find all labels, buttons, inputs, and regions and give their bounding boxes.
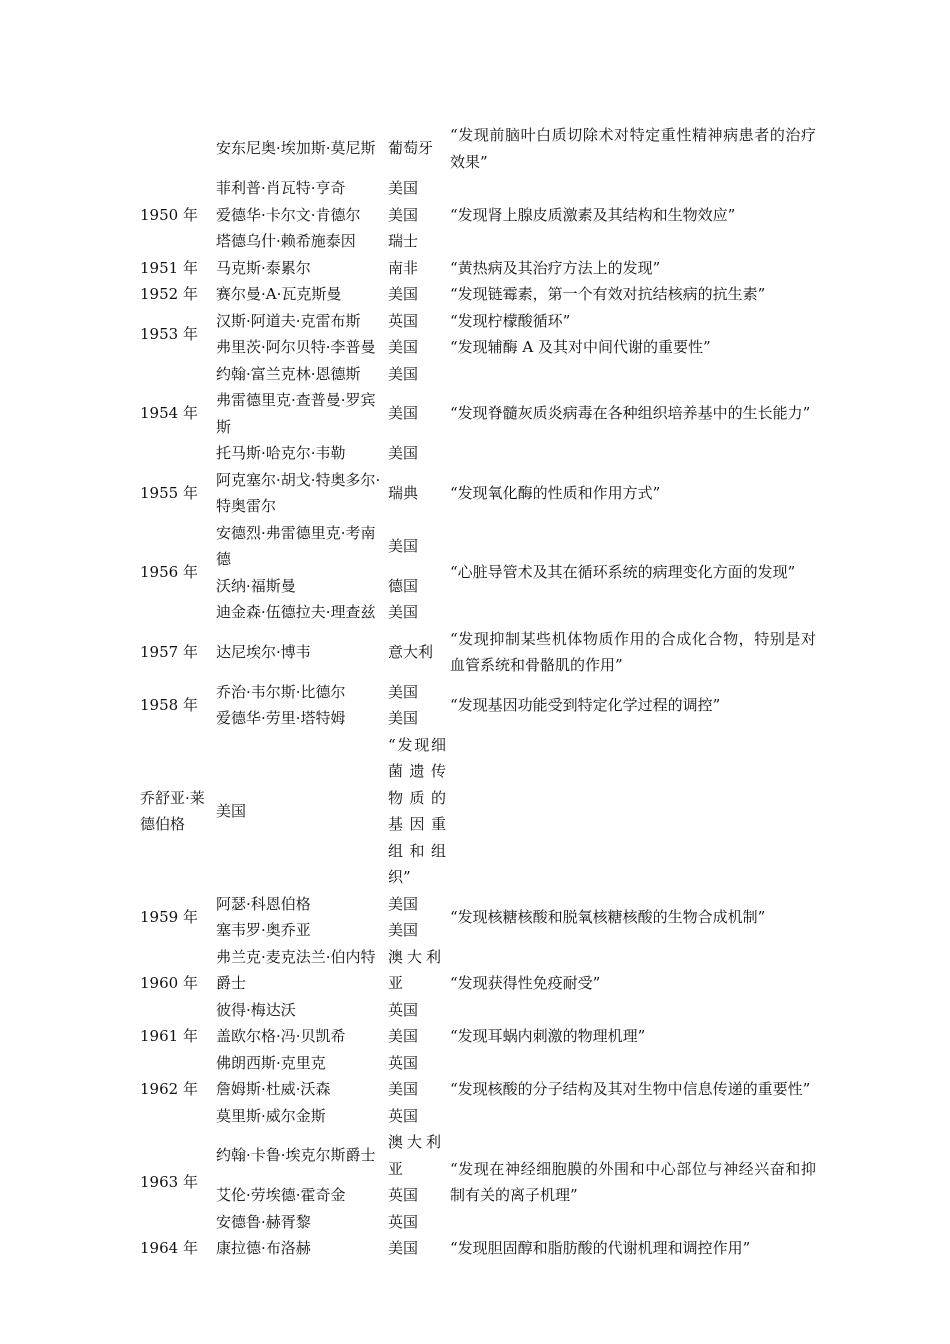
table-row [136,334,816,361]
laureate-country: 美国 [388,894,419,913]
prize-citation: “发现氧化酶的性质和作用方式” [450,483,661,502]
laureate-name: 菲利普·肖瓦特·亨奇 [216,179,346,197]
prize-citation: “发现核酸的分子结构及其对生物中信息传递的重要性” [450,1080,811,1098]
laureate-country: 美国 [388,1027,419,1045]
laureate-name: 安东尼奥·埃加斯·莫尼斯 [216,139,376,158]
award-year: 1951 年 [140,258,198,277]
table-row [136,1235,816,1262]
prize-citation: “发现核糖核酸和脱氧核糖核酸的生物合成机制” [450,907,766,926]
award-year: 1955 年 [140,483,198,502]
award-year: 1954 年 [140,404,198,423]
laureate-name: 盖欧尔格·冯·贝凯希 [216,1027,346,1045]
table-row [136,679,816,706]
laureate-name: 沃纳·福斯曼 [216,576,296,595]
laureate-country: 美国 [388,921,419,939]
prize-citation: “心脏导管术及其在循环系统的病理变化方面的发现” [450,563,796,582]
laureate-name: 爱德华·卡尔文·肯德尔 [216,205,361,224]
laureate-name: 塞韦罗·奥乔亚 [216,921,311,939]
laureate-name: 弗兰克·麦克法兰·伯内特爵士 [216,947,376,992]
laureate-country: 葡萄牙 [388,139,434,158]
laureate-country: 澳大利亚 [388,947,446,992]
laureate-country: 澳大利亚 [388,1133,446,1178]
table-row [136,255,816,282]
prize-table-body [136,122,816,1262]
award-year: 1953 年 [140,324,198,343]
table-row [136,891,816,918]
laureate-country: 英国 [388,1186,419,1204]
table-row [136,944,816,997]
prize-citation: “发现获得性免疫耐受” [450,974,601,992]
laureate-country: 美国 [388,364,419,383]
prize-citation: “发现链霉素，第一个有效对抗结核病的抗生素” [450,285,766,303]
table-row [136,122,816,175]
laureate-country: 英国 [388,1000,419,1019]
prize-citation: “发现脊髓灰质炎病毒在各种组织培养基中的生长能力” [450,404,811,423]
table-row [136,361,816,388]
laureate-country: 瑞士 [388,232,419,250]
award-year: 1957 年 [140,642,198,661]
table-row [136,467,816,520]
laureate-country: 美国 [388,338,419,356]
award-year: 1960 年 [140,974,198,992]
laureate-country: 英国 [388,1053,419,1072]
prize-citation: “发现耳蜗内刺激的物理机理” [450,1027,646,1045]
laureate-name: 汉斯·阿道夫·克雷布斯 [216,311,361,330]
prize-citation: “发现在神经细胞膜的外围和中心部位与神经兴奋和抑制有关的离子机理” [450,1159,816,1204]
award-year: 1963 年 [140,1172,198,1191]
laureate-country: 美国 [388,444,419,462]
laureate-name: 塔德乌什·赖希施泰因 [216,232,356,250]
laureate-name: 詹姆斯·杜威·沃森 [216,1080,331,1098]
laureate-name: 托马斯·哈克尔·韦勒 [216,444,346,462]
laureate-name: 乔舒亚·莱德伯格 [140,788,205,833]
award-year: 1952 年 [140,285,198,303]
laureate-name: 弗里茨·阿尔贝特·李普曼 [216,338,376,356]
award-year: 1958 年 [140,695,198,714]
award-year: 1961 年 [140,1027,198,1045]
table-row [136,732,816,891]
laureate-country: 美国 [388,682,419,701]
laureate-country: 英国 [388,1106,419,1125]
laureate-country: 瑞典 [388,483,419,502]
table-row [136,1050,816,1077]
table-row [136,520,816,573]
prize-citation: “发现辅酶 A 及其对中间代谢的重要性” [450,338,711,356]
table-row [136,1129,816,1182]
prize-citation: “发现胆固醇和脂肪酸的代谢机理和调控作用” [450,1239,751,1257]
prize-citation: “发现基因功能受到特定化学过程的调控” [450,695,721,714]
nobel-prize-table [136,122,816,1262]
laureate-name: 赛尔曼·A·瓦克斯曼 [216,285,342,303]
laureate-country: 美国 [216,801,247,820]
laureate-name: 马克斯·泰累尔 [216,258,311,277]
laureate-name: 阿克塞尔·胡戈·特奥多尔·特奥雷尔 [216,470,381,515]
laureate-country: 美国 [388,179,419,197]
laureate-name: 乔治·韦尔斯·比德尔 [216,682,346,701]
laureate-name: 爱德华·劳里·塔特姆 [216,709,346,727]
table-row [136,308,816,335]
laureate-name: 安德烈·弗雷德里克·考南德 [216,523,376,568]
laureate-country: 美国 [388,285,419,303]
laureate-country: 美国 [388,404,419,423]
laureate-country: 南非 [388,258,419,277]
laureate-name: 迪金森·伍德拉夫·理查兹 [216,603,376,621]
laureate-name: 彼得·梅达沃 [216,1000,296,1019]
laureate-country: 美国 [388,205,419,224]
laureate-country: 美国 [388,709,419,727]
laureate-name: 阿瑟·科恩伯格 [216,894,311,913]
laureate-name: 佛朗西斯·克里克 [216,1053,326,1072]
laureate-country: 英国 [388,311,419,330]
award-year: 1962 年 [140,1080,198,1098]
laureate-name: 莫里斯·威尔金斯 [216,1106,326,1125]
award-year [136,122,212,175]
laureate-name: 约翰·富兰克林·恩德斯 [216,364,361,383]
prize-citation: “发现细菌遗传物质的基因重组和组织” [388,735,446,886]
prize-citation: “发现肾上腺皮质激素及其结构和生物效应” [450,205,736,224]
prize-citation: “黄热病及其治疗方法上的发现” [450,258,661,277]
laureate-country: 英国 [388,1212,419,1231]
table-row [136,175,816,202]
table-row [136,281,816,308]
laureate-name: 达尼埃尔·博韦 [216,642,311,661]
laureate-country: 意大利 [388,642,434,661]
prize-citation: “发现前脑叶白质切除术对特定重性精神病患者的治疗效果” [450,126,816,171]
table-row [136,1023,816,1050]
award-year: 1950 年 [140,205,198,224]
laureate-country: 德国 [388,576,419,595]
award-year: 1959 年 [140,907,198,926]
prize-citation: “发现柠檬酸循环” [450,311,571,330]
table-row [136,626,816,679]
prize-citation: “发现抑制某些机体物质作用的合成化合物，特别是对血管系统和骨骼肌的作用” [450,629,816,674]
laureate-name: 安德鲁·赫胥黎 [216,1212,311,1231]
award-year: 1964 年 [140,1239,198,1257]
laureate-country: 美国 [388,603,419,621]
laureate-name: 约翰·卡鲁·埃克尔斯爵士 [216,1146,376,1165]
award-year: 1956 年 [140,563,198,582]
laureate-name: 康拉德·布洛赫 [216,1239,311,1257]
laureate-country: 美国 [388,1080,419,1098]
laureate-name: 弗雷德里克·查普曼·罗宾斯 [216,391,376,436]
laureate-country: 美国 [388,536,419,555]
laureate-name: 艾伦·劳埃德·霍奇金 [216,1186,346,1204]
laureate-country: 美国 [388,1239,419,1257]
